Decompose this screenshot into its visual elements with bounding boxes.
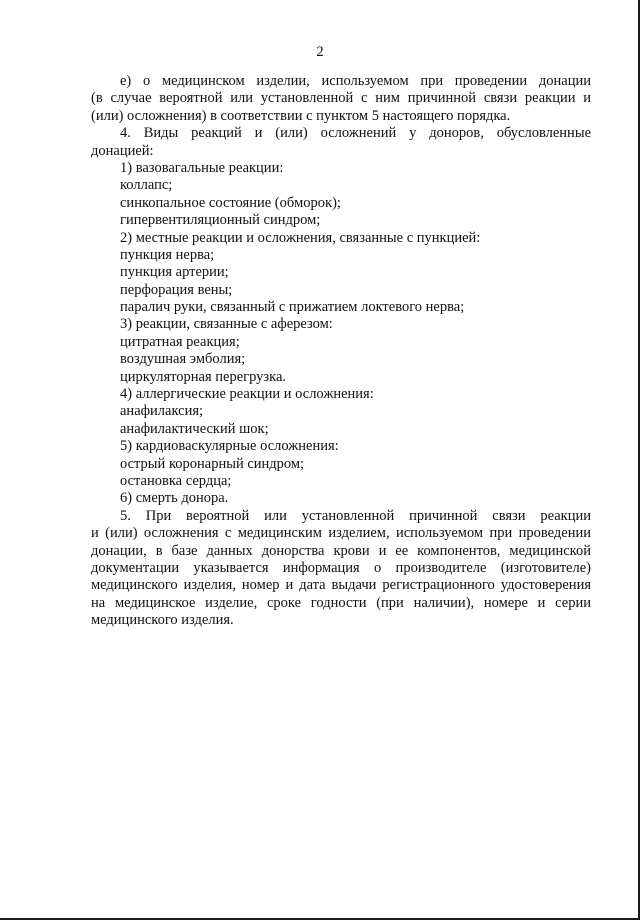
text-line: 2) местные реакции и осложнения, связанные с пункцией: [120, 229, 481, 246]
text-line: 5. При вероятной или установленной причинной связи реакции [120, 507, 591, 524]
text-line: е) о медицинском изделии, используемом при проведении донации [120, 73, 591, 89]
text-line: синкопальное состояние (обморок); [120, 194, 341, 211]
text-line: остановка сердца; [120, 472, 232, 489]
text-line: и (или) осложнения с медицинским изделием, используемом при проведении [91, 525, 591, 542]
text-line: документации указывается информация о производителе (изготовителе) [91, 559, 591, 576]
text-line: анафилактический шок; [120, 420, 269, 437]
text-line: анафилаксия; [120, 403, 204, 420]
text-line: 6) смерть донора. [120, 490, 229, 507]
text-line: цитратная реакция; [120, 333, 240, 350]
text-line: паралич руки, связанный с прижатием локтевого нерва; [120, 299, 465, 316]
text-line: медицинского изделия. [91, 612, 234, 629]
page-number: 2 [316, 44, 324, 60]
text-line: донацией: [91, 142, 154, 159]
text-line: пункция артерии; [120, 264, 229, 281]
text-line: (в случае вероятной или установленной с ним причинной связи реакции и [91, 90, 591, 107]
text-line: (или) осложнения) в соответствии с пунктом 5 настоящего порядка. [91, 107, 511, 124]
text-line: 4. Виды реакций и (или) осложнений у доноров, обусловленные [120, 125, 591, 142]
text-line: 4) аллергические реакции и осложнения: [120, 386, 374, 403]
text-line: на медицинское изделие, сроке годности (при наличии), номере и серии [91, 594, 591, 611]
text-line: перфорация вены; [120, 281, 233, 298]
document-body [91, 73, 591, 630]
text-line: 5) кардиоваскулярные осложнения: [120, 438, 339, 455]
text-line: донации, в базе данных донорства крови и ее компонентов, медицинской [91, 542, 591, 559]
text-line: 3) реакции, связанные с аферезом: [120, 316, 333, 333]
text-line: коллапс; [120, 177, 173, 194]
text-line: пункция нерва; [120, 246, 215, 263]
text-line: циркуляторная перегрузка. [120, 368, 287, 385]
text-line: острый коронарный синдром; [120, 455, 305, 472]
text-line: медицинского изделия, номер и дата выдачи регистрационного удостоверения [91, 577, 591, 594]
text-line: 1) вазовагальные реакции: [120, 159, 284, 176]
text-line: воздушная эмболия; [120, 351, 246, 368]
text-line: гипервентиляционный синдром; [120, 212, 321, 229]
